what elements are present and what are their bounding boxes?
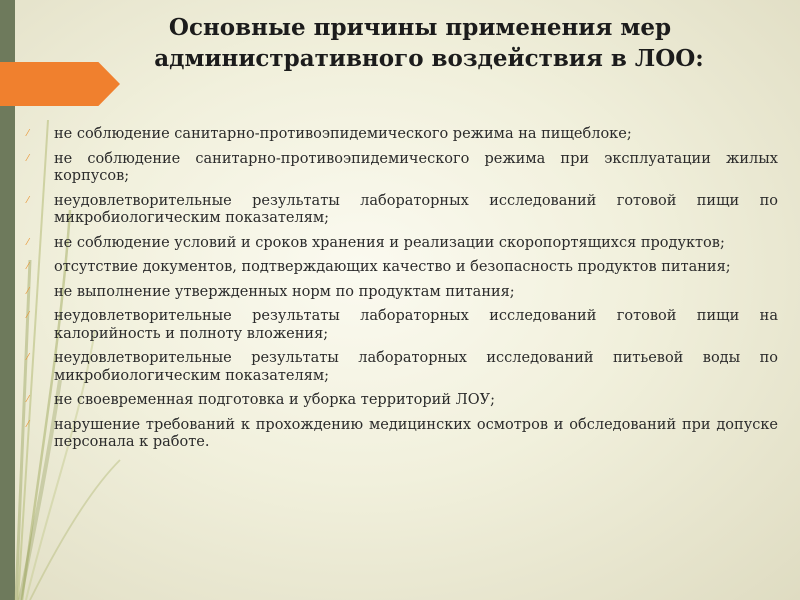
list-item — [24, 308, 778, 343]
list-item — [24, 126, 778, 144]
list-item-text: неудовлетворительные результаты лабораторных исследований готовой пищи по микробиологическим показателям; — [54, 192, 778, 226]
bullet-icon: ⁄ — [27, 129, 29, 139]
bullet-icon: ⁄ — [27, 153, 29, 164]
reasons-list — [24, 126, 778, 459]
list-item-text: не соблюдение условий и сроков хранения и реализации скоропортящихся продуктов; — [54, 234, 725, 251]
bullet-icon: ⁄ — [27, 237, 29, 248]
bullet-icon: ⁄ — [27, 262, 29, 272]
list-item-text: не соблюдение санитарно-противоэпидемического режима при эксплуатации жилых корпусов; — [54, 150, 778, 184]
bullet-icon: ⁄ — [27, 311, 29, 321]
list-item — [24, 151, 778, 186]
list-item-text: не своевременная подготовка и уборка территорий ЛОУ; — [54, 392, 495, 408]
title-line-1: Основные причины применения мер — [168, 14, 672, 41]
title-line-2: административного воздействия в ЛОО: — [154, 45, 704, 72]
bullet-icon: ⁄ — [27, 419, 29, 430]
list-item-text: отсутствие документов, подтверждающих качество и безопасность продуктов питания; — [54, 259, 731, 275]
list-item-text: неудовлетворительные результаты лабораторных исследований питьевой воды по микробиологическим показателям; — [54, 350, 778, 384]
bullet-icon: ⁄ — [27, 195, 29, 206]
list-item-text: не соблюдение санитарно-противоэпидемического режима на пищеблоке; — [54, 126, 632, 142]
list-item — [24, 235, 778, 253]
list-item — [24, 417, 778, 452]
list-item — [24, 392, 778, 410]
bullet-icon: ⁄ — [27, 286, 29, 297]
bullet-icon: ⁄ — [27, 353, 29, 363]
orange-arrow-tab — [0, 62, 120, 106]
list-item — [24, 350, 778, 385]
bullet-icon: ⁄ — [27, 395, 29, 405]
list-item-text: нарушение требований к прохождению медицинских осмотров и обследований при допуске персонала к работе. — [54, 416, 778, 450]
slide-title — [120, 12, 720, 74]
list-item — [24, 193, 778, 228]
list-item — [24, 259, 778, 277]
list-item-text: не выполнение утвержденных норм по продуктам питания; — [54, 283, 515, 300]
list-item-text: неудовлетворительные результаты лабораторных исследований готовой пищи на калорийность и полноту вложения; — [54, 308, 778, 342]
list-item — [24, 284, 778, 302]
